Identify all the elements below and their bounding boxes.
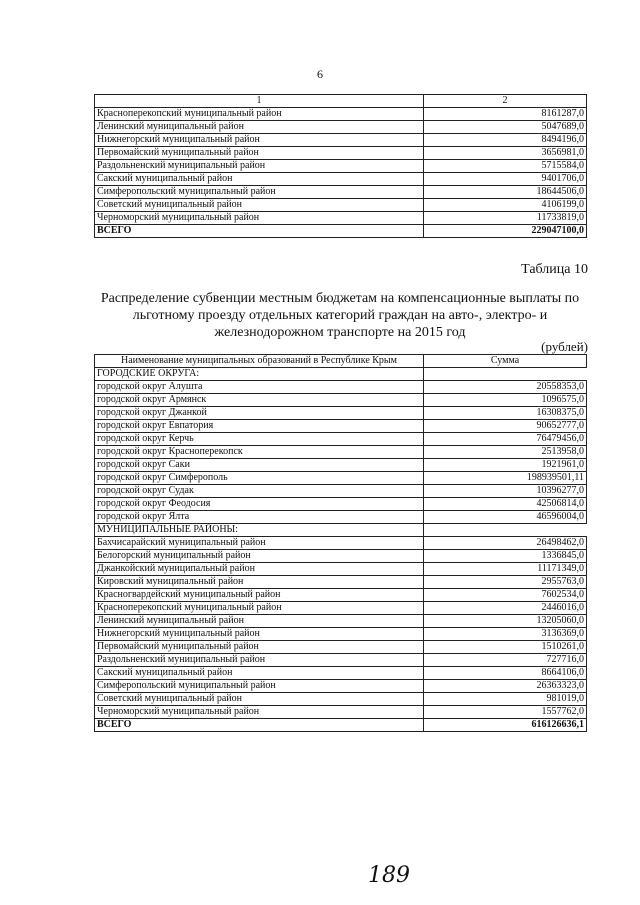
row-value: 5715584,0 [424,160,587,173]
row-value [424,368,587,381]
row-value: 1510261,0 [424,641,587,654]
row-name: городской округ Ялта [95,511,424,524]
table-row [95,472,587,485]
table-row [95,381,587,394]
row-name: городской округ Симферополь [95,472,424,485]
table-row [95,199,587,212]
table-row [95,615,587,628]
row-name: Черноморский муниципальный район [95,706,424,719]
row-name: Сакский муниципальный район [95,173,424,186]
row-value: 26363323,0 [424,680,587,693]
row-value: 616126636,1 [424,719,587,732]
row-name: Красноперекопский муниципальный район [95,602,424,615]
row-value: 1557762,0 [424,706,587,719]
row-name: Красногвардейский муниципальный район [95,589,424,602]
table-row [95,602,587,615]
row-value: 90652777,0 [424,420,587,433]
table-row [95,433,587,446]
section-header-row [95,524,587,537]
row-name: городской округ Судак [95,485,424,498]
row-name: городской округ Алушта [95,381,424,394]
table-row [95,446,587,459]
table-row [95,173,587,186]
table-row [95,108,587,121]
table-row [95,394,587,407]
row-value: 1921961,0 [424,459,587,472]
row-value: 3656981,0 [424,147,587,160]
table-label: Таблица 10 [521,262,588,277]
table-caption: Распределение субвенции местным бюджетам на компенсационные выплаты по льготному проезду отдельных категорий граждан на авто-, электро- и железнодорожном транспорте на 2015 год [100,291,580,340]
table-row [95,186,587,199]
table-row [95,537,587,550]
table-subsidy-continuation [94,94,587,238]
row-value: 20558353,0 [424,381,587,394]
row-value: 198939501,11 [424,472,587,485]
row-name: Раздольненский муниципальный район [95,160,424,173]
table-10-distribution [94,354,587,732]
table-row [95,576,587,589]
row-name: Нижнегорский муниципальный район [95,628,424,641]
column-header-name: Наименование муниципальных образований в Республике Крым [95,355,424,368]
table-row [95,667,587,680]
row-value: 11171349,0 [424,563,587,576]
table-row [95,134,587,147]
row-value: 3136369,0 [424,628,587,641]
row-value: 9401706,0 [424,173,587,186]
row-name: Ленинский муниципальный район [95,615,424,628]
table-row [95,407,587,420]
row-value: 46596004,0 [424,511,587,524]
row-name: ВСЕГО [95,719,424,732]
row-value: 18644506,0 [424,186,587,199]
row-name: ГОРОДСКИЕ ОКРУГА: [95,368,424,381]
row-name: ВСЕГО [95,225,424,238]
column-header-1: 1 [95,95,424,108]
row-name: Симферопольский муниципальный район [95,186,424,199]
row-value: 8494196,0 [424,134,587,147]
table-row [95,654,587,667]
table-row [95,485,587,498]
row-name: Ленинский муниципальный район [95,121,424,134]
table-row [95,420,587,433]
table-row [95,459,587,472]
table-row [95,160,587,173]
row-value [424,524,587,537]
row-name: городской округ Джанкой [95,407,424,420]
row-value: 13205060,0 [424,615,587,628]
table-row [95,147,587,160]
table-header-row [95,355,587,368]
row-name: МУНИЦИПАЛЬНЫЕ РАЙОНЫ: [95,524,424,537]
row-name: Черноморский муниципальный район [95,212,424,225]
column-header-2: 2 [424,95,587,108]
table-row [95,628,587,641]
row-value: 981019,0 [424,693,587,706]
row-name: Джанкойский муниципальный район [95,563,424,576]
row-name: Белогорский муниципальный район [95,550,424,563]
row-name: Советский муниципальный район [95,693,424,706]
section-header-row [95,368,587,381]
table-header-row [95,95,587,108]
table-row [95,563,587,576]
table-row [95,212,587,225]
table-row [95,693,587,706]
row-name: городской округ Красноперекопск [95,446,424,459]
total-row [95,719,587,732]
row-name: городской округ Армянск [95,394,424,407]
row-value: 26498462,0 [424,537,587,550]
row-value: 2955763,0 [424,576,587,589]
row-value: 76479456,0 [424,433,587,446]
row-name: Бахчисарайский муниципальный район [95,537,424,550]
row-value: 4106199,0 [424,199,587,212]
row-value: 10396277,0 [424,485,587,498]
row-value: 7602534,0 [424,589,587,602]
table-row [95,680,587,693]
row-value: 229047100,0 [424,225,587,238]
row-name: Первомайский муниципальный район [95,641,424,654]
row-name: Кировский муниципальный район [95,576,424,589]
table-row [95,706,587,719]
table-row [95,550,587,563]
row-value: 11733819,0 [424,212,587,225]
row-name: Первомайский муниципальный район [95,147,424,160]
row-name: Симферопольский муниципальный район [95,680,424,693]
row-value: 1096575,0 [424,394,587,407]
row-value: 1336845,0 [424,550,587,563]
row-name: городской округ Феодосия [95,498,424,511]
units-label: (рублей) [541,339,588,354]
table-row [95,511,587,524]
row-name: городской округ Керчь [95,433,424,446]
row-name: Нижнегорский муниципальный район [95,134,424,147]
page-number: 6 [317,67,323,81]
row-name: Красноперекопский муниципальный район [95,108,424,121]
table-row [95,589,587,602]
row-value: 8161287,0 [424,108,587,121]
row-name: городской округ Саки [95,459,424,472]
row-name: Сакский муниципальный район [95,667,424,680]
row-value: 727716,0 [424,654,587,667]
row-value: 8664106,0 [424,667,587,680]
row-value: 16308375,0 [424,407,587,420]
column-header-sum: Сумма [424,355,587,368]
row-value: 42506814,0 [424,498,587,511]
total-row [95,225,587,238]
table-row [95,498,587,511]
row-value: 2513958,0 [424,446,587,459]
row-value: 2446016,0 [424,602,587,615]
row-value: 5047689,0 [424,121,587,134]
table-row [95,121,587,134]
row-name: Советский муниципальный район [95,199,424,212]
handwritten-page-number: 189 [368,863,410,888]
row-name: городской округ Евпатория [95,420,424,433]
row-name: Раздольненский муниципальный район [95,654,424,667]
table-row [95,641,587,654]
